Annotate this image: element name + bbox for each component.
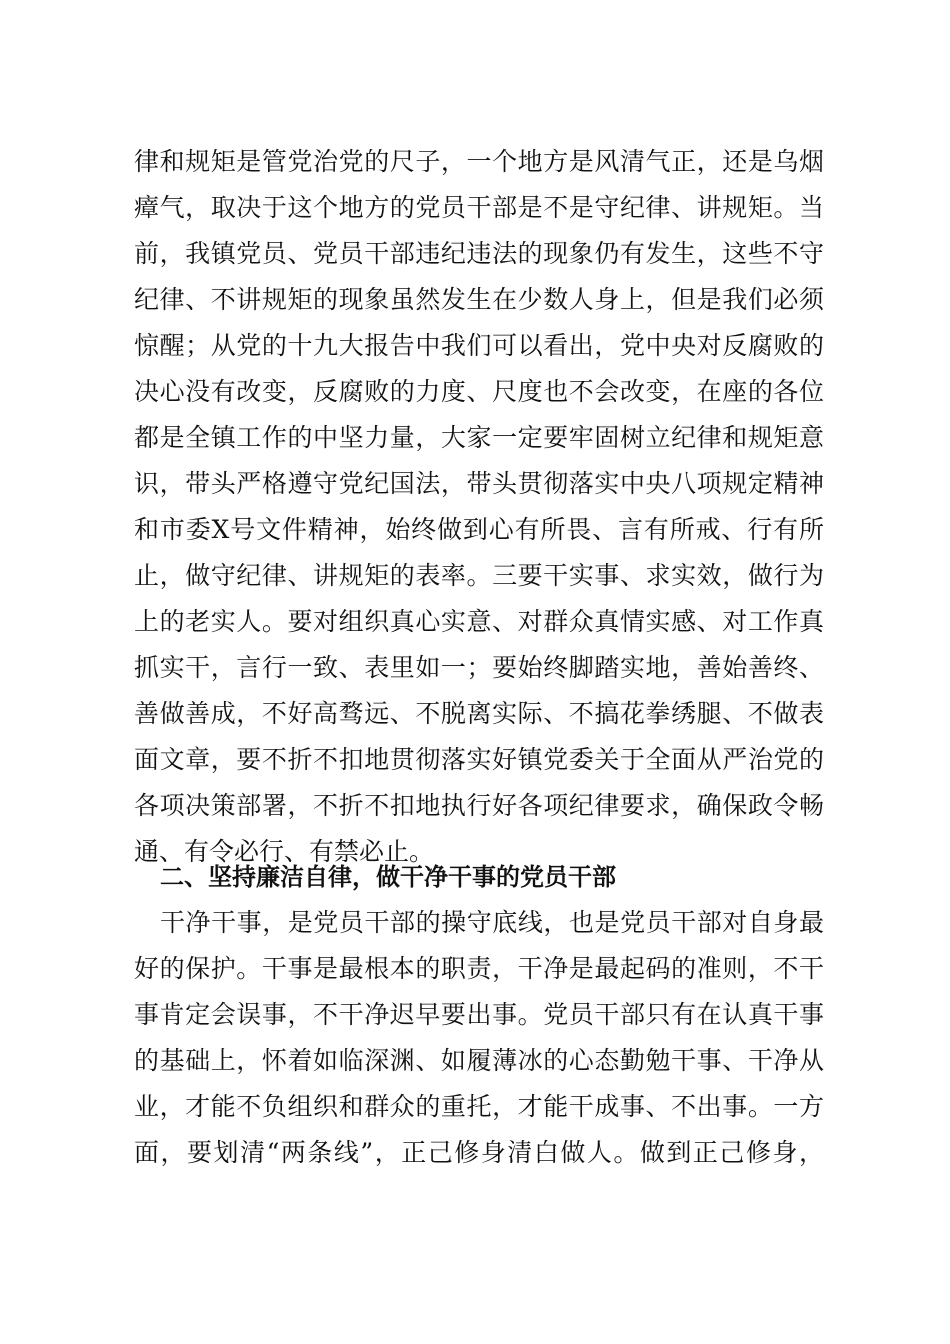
paragraph-line: 通、有令必行、有禁必止。: [134, 837, 435, 866]
paragraph-line: 上的老实人。要对组织真心实意、对群众真情实感、对工作真: [134, 607, 824, 636]
paragraph-line: 和市委X号文件精神，始终做到心有所畏、言有所戒、行有所: [134, 515, 824, 544]
paragraph-line: 律和规矩是管党治党的尺子，一个地方是风清气正，还是乌烟: [134, 147, 824, 176]
paragraph-line: 纪律、不讲规矩的现象虽然发生在少数人身上，但是我们必须: [134, 285, 824, 314]
paragraph-line: 干净干事，是党员干部的操守底线，也是党员干部对自身最: [160, 908, 824, 937]
paragraph-line: 都是全镇工作的中坚力量，大家一定要牢固树立纪律和规矩意: [134, 423, 824, 452]
section-heading: 二、坚持廉洁自律，做干净干事的党员干部: [160, 863, 616, 891]
paragraph-line: 善做善成，不好高骛远、不脱离实际、不搞花拳绣腿、不做表: [134, 699, 824, 728]
paragraph-line: 前，我镇党员、党员干部违纪违法的现象仍有发生，这些不守: [134, 239, 824, 268]
paragraph-line: 面文章，要不折不扣地贯彻落实好镇党委关于全面从严治党的: [134, 745, 824, 774]
paragraph-line: 好的保护。干事是最根本的职责，干净是最起码的准则，不干: [134, 954, 824, 983]
paragraph-line: 惊醒；从党的十九大报告中我们可以看出，党中央对反腐败的: [134, 331, 824, 360]
paragraph-line: 识，带头严格遵守党纪国法，带头贯彻落实中央八项规定精神: [134, 469, 824, 498]
paragraph-line: 瘴气，取决于这个地方的党员干部是不是守纪律、讲规矩。当: [134, 193, 824, 222]
paragraph-line: 各项决策部署，不折不扣地执行好各项纪律要求，确保政令畅: [134, 791, 824, 820]
paragraph-line: 事肯定会误事，不干净迟早要出事。党员干部只有在认真干事: [134, 1000, 824, 1029]
paragraph-line: 业，才能不负组织和群众的重托，才能干成事、不出事。一方: [134, 1092, 824, 1121]
paragraph-line: 面，要划清“两条线”，正己修身清白做人。做到正己修身，: [134, 1138, 824, 1167]
paragraph-line: 止，做守纪律、讲规矩的表率。三要干实事、求实效，做行为: [134, 561, 824, 590]
paragraph-line: 抓实干，言行一致、表里如一；要始终脚踏实地，善始善终、: [134, 653, 824, 682]
paragraph-line: 的基础上，怀着如临深渊、如履薄冰的心态勤勉干事、干净从: [134, 1046, 824, 1075]
paragraph-line: 决心没有改变，反腐败的力度、尺度也不会改变，在座的各位: [134, 377, 824, 406]
